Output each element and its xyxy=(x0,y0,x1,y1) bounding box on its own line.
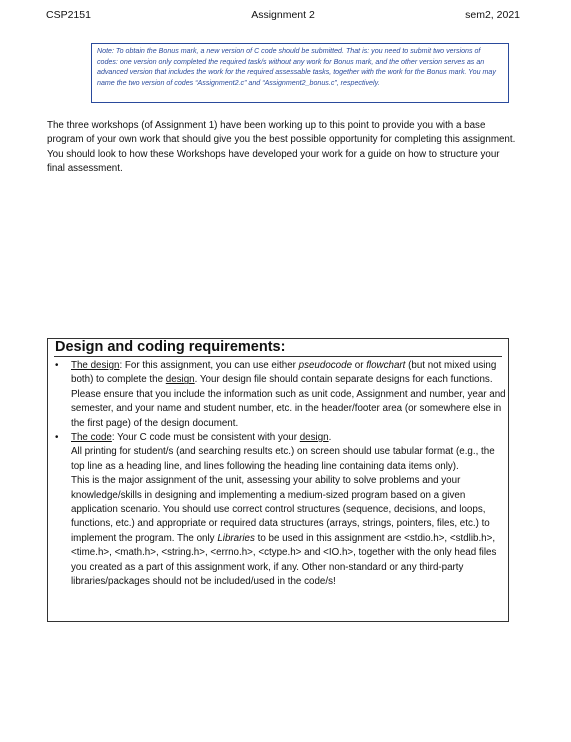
design-text: : For this assignment, you can use either xyxy=(119,360,299,371)
libraries-text: to be used in this assignment are <stdio.h>, <stdlib.h>, <time.h>, <math.h>, <string.h>, <errno.h>, <ctype.h> and <IO.h>, together with the only head files you created as a part of this assignment work, if any. Other non-standard or any third-party libraries/packages should not be included/used in the code/s! xyxy=(71,532,497,588)
libraries-term: Libraries xyxy=(217,532,255,544)
design-info-paragraph: Please ensure that you include the information such as unit code, Assignment and number, year and semester, and your name and student number, etc. in the header/footer area (or somewhere else in the first page) of the design document. xyxy=(71,388,506,429)
design-word: design xyxy=(165,374,195,386)
document-title: Assignment 2 xyxy=(251,9,315,21)
code-label: The code xyxy=(71,432,112,444)
flowchart-term: flowchart xyxy=(366,360,406,371)
code-paragraph xyxy=(71,431,508,445)
requirements-list xyxy=(48,359,508,590)
requirements-box xyxy=(47,338,509,622)
intro-paragraph: The three workshops (of Assignment 1) have been working up to this point to provide you with a base program of your own work that should give you the best possible opportunity for completing this assignment. You should look to how these Workshops have developed your work for a guide on how to structure your final assessment. xyxy=(47,120,516,175)
bullet-icon: • xyxy=(55,432,59,444)
design-requirement-item xyxy=(48,359,508,431)
major-assignment-paragraph xyxy=(71,474,508,589)
design-label: The design xyxy=(71,360,120,371)
major-assignment-text: This is the major assignment of the unit, assessing your ability to solve problems and your knowledge/skills in designing and implementing a medium-sized program based on a given application scenario. You should use correct control structures (sequence, decisions, and loops, functions, etc.) and appropriate or required data structures (arrays, strings, pointers, files, etc.) to implement the program. The only xyxy=(71,475,490,544)
design-word: design xyxy=(299,432,329,444)
code-text: . xyxy=(328,432,332,444)
bullet-icon: • xyxy=(55,360,59,371)
course-code: CSP2151 xyxy=(46,9,91,21)
design-text: . Your design file should contain separate designs for each functions. xyxy=(194,374,493,386)
requirements-heading: Design and coding requirements: xyxy=(54,339,502,357)
design-paragraph xyxy=(71,359,508,388)
code-requirement-item xyxy=(48,431,508,589)
bonus-note-box xyxy=(91,43,509,103)
printing-paragraph: All printing for student/s (and searching results etc.) on screen should use tabular format (e.g., the top line as a heading line, and lines following the heading line containing data items only). xyxy=(71,446,495,472)
semester-label: sem2, 2021 xyxy=(465,9,520,21)
pseudocode-term: pseudocode xyxy=(298,360,353,371)
design-text: or xyxy=(352,360,367,371)
design-text: (but not mixed using both) to complete the xyxy=(71,360,497,386)
code-text: : Your C code must be consistent with your xyxy=(111,432,300,444)
bonus-note-text: Note: To obtain the Bonus mark, a new version of C code should be submitted. That is: you need to submit two versions of codes: one version only completed the required task/s without any work for Bonus mark, and the other version serves as an advanced version that includes the work for the required assessable tasks, together with the work for the Bonus mark. You may name the two version of codes “Assignment2.c” and “Assignment2_bonus.c”, respectively. xyxy=(97,47,496,87)
page-header xyxy=(46,9,520,23)
